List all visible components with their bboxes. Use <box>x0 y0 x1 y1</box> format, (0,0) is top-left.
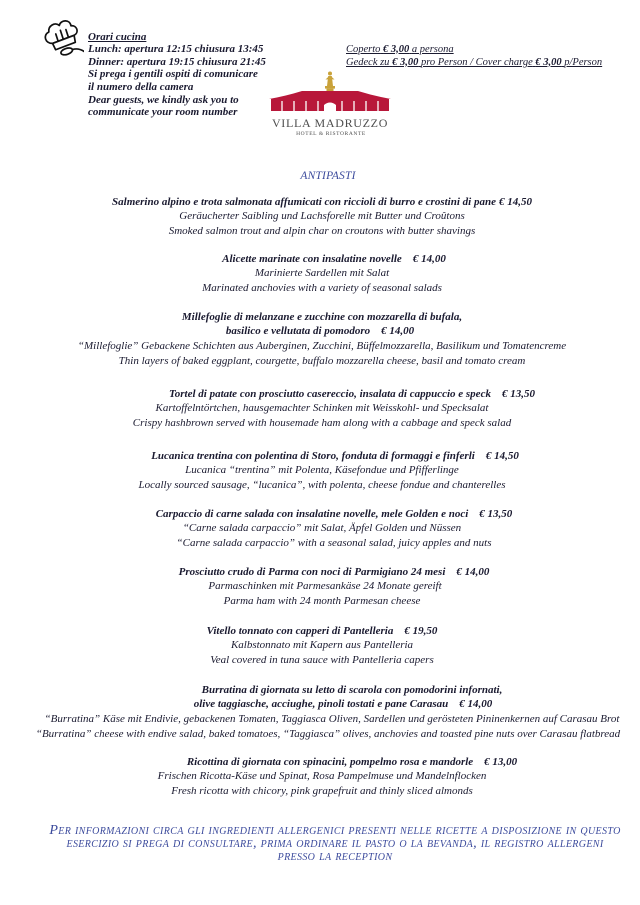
cover-label-de: Gedeck zu <box>346 56 390 68</box>
dish-price: € 14,50 <box>485 449 519 462</box>
dish-price: € 14,00 <box>459 698 493 711</box>
dish-description-de: “Carne salada carpaccio” mit Salat, Äpfel Golden und Nüssen <box>182 522 462 535</box>
kitchen-hours-note-it-1: Si prega i gentili ospiti di comunicare <box>88 68 258 81</box>
dish-item <box>4 252 640 296</box>
dish-name-line <box>34 755 640 770</box>
dish-name: basilico e vellutata di pomodoro <box>225 325 371 338</box>
cover-charge <box>346 43 602 69</box>
cover-unit: a persona <box>411 43 454 55</box>
dish-description-de: Geräucherter Saibling und Lachsforelle mit Butter und Croûtons <box>179 210 465 223</box>
dish-description-de: Frischen Ricotta-Käse und Spinat, Rosa Pampelmuse und Mandelnflocken <box>157 770 487 783</box>
dish-description-en: “Carne salada carpaccio” with a seasonal salad, juicy apples and nuts <box>176 537 492 549</box>
section-title <box>4 169 640 184</box>
kitchen-hours-title: Orari cucina <box>88 30 147 43</box>
dish-description-en: Locally sourced sausage, “lucanica”, with polenta, cheese fondue and chanterelles <box>138 479 506 491</box>
kitchen-hours-lunch: Lunch: apertura 12:15 chiusura 13:45 <box>88 43 264 56</box>
cover-label: Coperto <box>346 43 381 55</box>
dish-name-line <box>34 683 640 698</box>
kitchen-hours-note-en-2: communicate your room number <box>88 106 238 119</box>
dish-item <box>4 195 640 239</box>
dish-name: Salmerino alpino e trota salmonata affumicati con riccioli di burro e crostini di pane <box>112 195 496 208</box>
dish-item <box>4 683 640 742</box>
dish-item <box>4 310 640 369</box>
cover-unit-de-label-en: pro Person / Cover charge <box>420 56 533 68</box>
dish-name-line <box>25 697 640 712</box>
dish-price: € 14,00 <box>456 565 490 578</box>
dish-name-line <box>16 565 640 580</box>
allergen-notice-line: Per informazioni circa gli ingredienti allergenici presenti nelle ricette a disposizione in questo <box>49 822 621 838</box>
dish-name: Lucanica trentina con polentina di Storo, fonduta di formaggi e finferli <box>151 449 475 462</box>
dish-item <box>4 565 640 609</box>
cover-charge-it <box>346 43 602 56</box>
dish-price: € 13,00 <box>484 755 518 768</box>
allergen-notice <box>30 824 640 863</box>
dish-name: Prosciutto crudo di Parma con noci di Parmigiano 24 mesi <box>178 565 446 578</box>
dish-item <box>4 755 640 799</box>
dish-description-de: Kalbstonnato mit Kapern aus Pantelleria <box>230 639 414 652</box>
dish-name: Alicette marinate con insalatine novelle <box>222 252 402 265</box>
dish-name: Carpaccio di carne salada con insalatine novelle, mele Golden e noci <box>155 507 469 520</box>
villa-roof-statue-icon <box>262 66 398 116</box>
dish-name-line <box>4 195 640 210</box>
dish-description-en: Marinated anchovies with a variety of seasonal salads <box>202 282 442 294</box>
dish-item <box>4 624 640 668</box>
dish-description-de: Kartoffelntörtchen, hausgemachter Schinken mit Weisskohl- und Specksalat <box>155 402 489 415</box>
kitchen-hours-dinner: Dinner: apertura 19:15 chiusura 21:45 <box>88 55 266 68</box>
dish-description-de: Parmaschinken mit Parmesankäse 24 Monate gereift <box>208 580 442 593</box>
dish-name: olive taggiasche, acciughe, pinoli tostati e pane Carasau <box>193 698 449 711</box>
dish-name: Burratina di giornata su letto di scarola con pomodorini infornati, <box>201 683 503 696</box>
dish-name: Tortel di patate con prosciutto casereccio, insalata di cappuccio e speck <box>169 387 491 400</box>
dish-item <box>4 387 640 431</box>
dish-description-en: Parma ham with 24 month Parmesan cheese <box>223 595 421 607</box>
dish-name-line <box>16 507 640 522</box>
dish-price: € 14,00 <box>412 252 446 265</box>
kitchen-hours-note-it-2: il numero della camera <box>88 81 194 94</box>
dish-name: Vitello tonnato con capperi di Pantelleria <box>206 624 394 637</box>
cover-unit-en: p/Person <box>564 56 603 68</box>
cover-price-de: € 3,00 <box>392 56 419 68</box>
kitchen-hours-note-en-1: Dear guests, we kindly ask you to <box>88 93 239 106</box>
cover-price: € 3,00 <box>383 43 410 55</box>
dish-name-line <box>16 252 640 267</box>
dish-name: Millefoglie di melanzane e zucchine con mozzarella di bufala, <box>181 310 463 323</box>
allergen-notice-line: presso la reception <box>277 848 393 864</box>
kitchen-hours <box>88 31 266 119</box>
dish-price: € 14,00 <box>381 325 415 338</box>
dish-price: € 14,50 <box>498 195 532 208</box>
dish-description-en: Fresh ricotta with chicory, pink grapefruit and thinly sliced almonds <box>171 785 473 797</box>
chef-hat-icon <box>42 19 84 61</box>
dish-item <box>4 507 640 551</box>
dish-name-line <box>2 324 638 339</box>
dish-name-line <box>4 310 640 325</box>
dish-name-line <box>34 387 640 402</box>
dish-item <box>4 449 640 493</box>
dish-price: € 19,50 <box>404 624 438 637</box>
dish-name-line <box>4 624 640 639</box>
dish-description-en: Thin layers of baked eggplant, courgette, buffalo mozzarella cheese, basil and tomato cream <box>118 354 526 367</box>
dish-description-en: Veal covered in tuna sauce with Pantelleria capers <box>210 654 434 666</box>
dish-name-line <box>17 449 640 464</box>
allergen-notice-line: esercizio si prega di consultare, prima ordinare il pasto o la bevanda, il registro allergeni <box>66 835 604 851</box>
dish-description-en: “Burratina” cheese with endive salad, baked tomatoes, “Taggiasca” olives, anchovies and toasted pine nuts over Carasau flatbread <box>35 727 621 740</box>
logo-tagline: HOTEL & RISTORANTE <box>296 131 366 137</box>
dish-price: € 13,50 <box>501 387 535 400</box>
dish-description-de: “Burratina” Käse mit Endivie, gebackenen Tomaten, Taggiasca Oliven, Sardellen und gerösteten Pininenkernen auf Carasau Brot <box>44 713 620 725</box>
dish-description-en: Crispy hashbrown served with housemade ham along with a cabbage and speck salad <box>132 417 512 429</box>
dish-description-de: Lucanica “trentina” mit Polenta, Käsefondue und Pfifferlinge <box>185 464 459 477</box>
cover-price-en: € 3,00 <box>535 56 562 68</box>
dish-description-de: “Millefoglie” Gebackene Schichten aus Auberginen, Zucchini, Büffelmozzarella, Basilikum und Tomatencreme <box>77 340 567 352</box>
dish-price: € 13,50 <box>479 507 513 520</box>
section-title-text: ANTIPASTI <box>300 169 356 182</box>
logo-name: VILLA MADRUZZO <box>271 116 389 130</box>
dish-description-de: Marinierte Sardellen mit Salat <box>254 267 390 280</box>
dish-description-en: Smoked salmon trout and alpin char on croutons with butter shavings <box>168 225 476 237</box>
dish-name: Ricottina di giornata con spinacini, pompelmo rosa e mandorle <box>186 755 474 768</box>
